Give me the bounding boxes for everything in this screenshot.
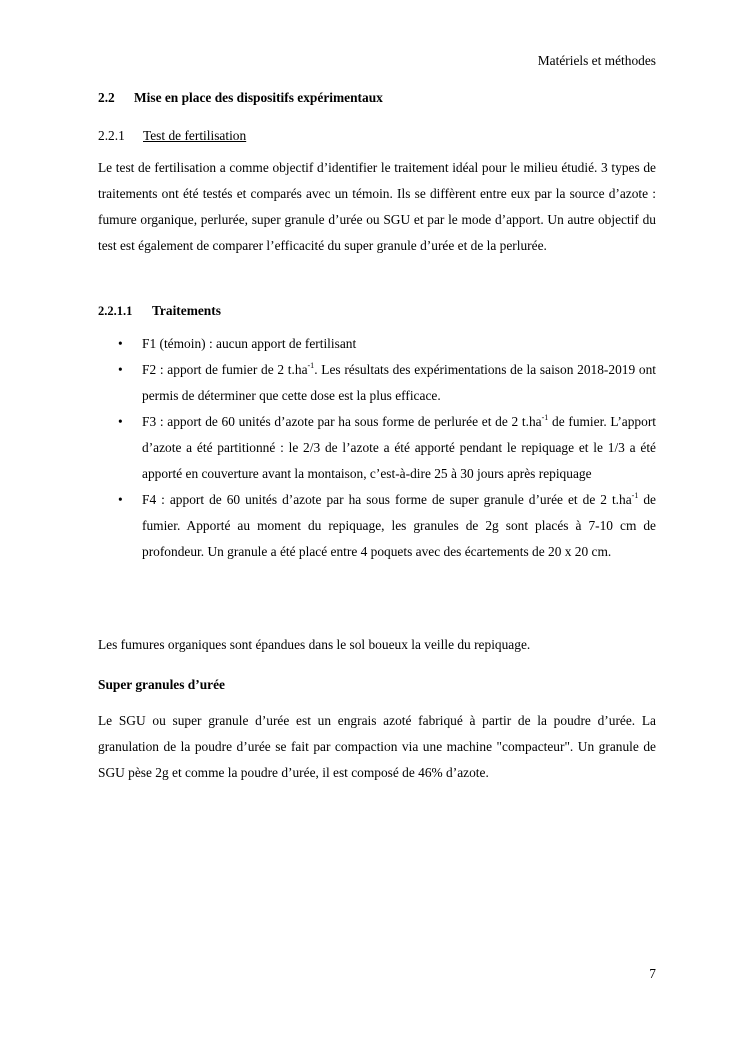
treatment-list bbox=[98, 331, 656, 565]
subsection-title: Test de fertilisation bbox=[143, 128, 247, 143]
list-item bbox=[98, 409, 656, 487]
section-title: Mise en place des dispositifs expérimentaux bbox=[134, 90, 383, 105]
subsubsection-heading bbox=[98, 303, 221, 319]
organic-note-paragraph: Les fumures organiques sont épandues dans le sol boueux la veille du repiquage. bbox=[98, 637, 531, 652]
bullet-icon: • bbox=[118, 492, 123, 507]
list-item bbox=[98, 331, 656, 357]
treatment-text-cont: . Les résultats des expérimentations de la saison 2018-2019 ont permis de déterminer que cette dose est la plus efficace. bbox=[142, 362, 656, 403]
sgu-heading: Super granules d’urée bbox=[98, 677, 225, 692]
treatment-text: F3 : apport de 60 unités d’azote par ha sous forme de perlurée et de 2 t.ha bbox=[142, 414, 542, 429]
superscript: -1 bbox=[631, 491, 639, 500]
subsubsection-number: 2.2.1.1 bbox=[98, 304, 133, 318]
treatment-text: F2 : apport de fumier de 2 t.ha bbox=[142, 362, 308, 377]
list-item bbox=[98, 357, 656, 409]
section-heading bbox=[98, 90, 383, 106]
treatment-text: F4 : apport de 60 unités d’azote par ha sous forme de super granule d’urée et de 2 t.ha bbox=[142, 492, 632, 507]
bullet-icon: • bbox=[118, 362, 123, 377]
superscript: -1 bbox=[307, 361, 315, 370]
subsection-number: 2.2.1 bbox=[98, 128, 125, 143]
subsubsection-title: Traitements bbox=[152, 303, 221, 318]
bullet-icon: • bbox=[118, 336, 123, 351]
treatment-text: F1 (témoin) : aucun apport de fertilisant bbox=[142, 336, 357, 351]
superscript: -1 bbox=[541, 413, 549, 422]
list-item bbox=[98, 487, 656, 565]
treatment-text-cont: de fumier. L’apport d’azote a été partitionné : le 2/3 de l’azote a été apporté pendant le repiquage et le 1/3 a été apporté en couverture avant la montaison, c’est-à-dire 25 à 30 jours après repiquage bbox=[142, 414, 656, 481]
page-number: 7 bbox=[649, 966, 656, 981]
document-page bbox=[98, 0, 656, 1053]
subsection-heading bbox=[98, 128, 246, 144]
running-header: Matériels et méthodes bbox=[537, 53, 656, 68]
sgu-paragraph: Le SGU ou super granule d’urée est un engrais azoté fabriqué à partir de la poudre d’urée. La granulation de la poudre d’urée se fait par compaction via une machine "compacteur". Un granule de SGU pèse 2g et comme la poudre d’urée, il est composé de 46% d’azote. bbox=[98, 713, 656, 780]
bullet-icon: • bbox=[118, 414, 123, 429]
treatment-text-cont: de fumier. Apporté au moment du repiquage, les granules de 2g sont placés à 7-10 cm de profondeur. Un granule a été placé entre 4 poquets avec des écartements de 20 x 20 cm. bbox=[142, 492, 656, 559]
section-number: 2.2 bbox=[98, 90, 115, 105]
intro-paragraph: Le test de fertilisation a comme objectif d’identifier le traitement idéal pour le milieu étudié. 3 types de traitements ont été testés et comparés avec un témoin. Ils se diffèrent entre eux par la source d’azote : fumure organique, perlurée, super granule d’urée ou SGU et par le mode d’apport. Un autre objectif du test est également de comparer l’efficacité du super granule d’urée et de la perlurée. bbox=[98, 160, 656, 253]
